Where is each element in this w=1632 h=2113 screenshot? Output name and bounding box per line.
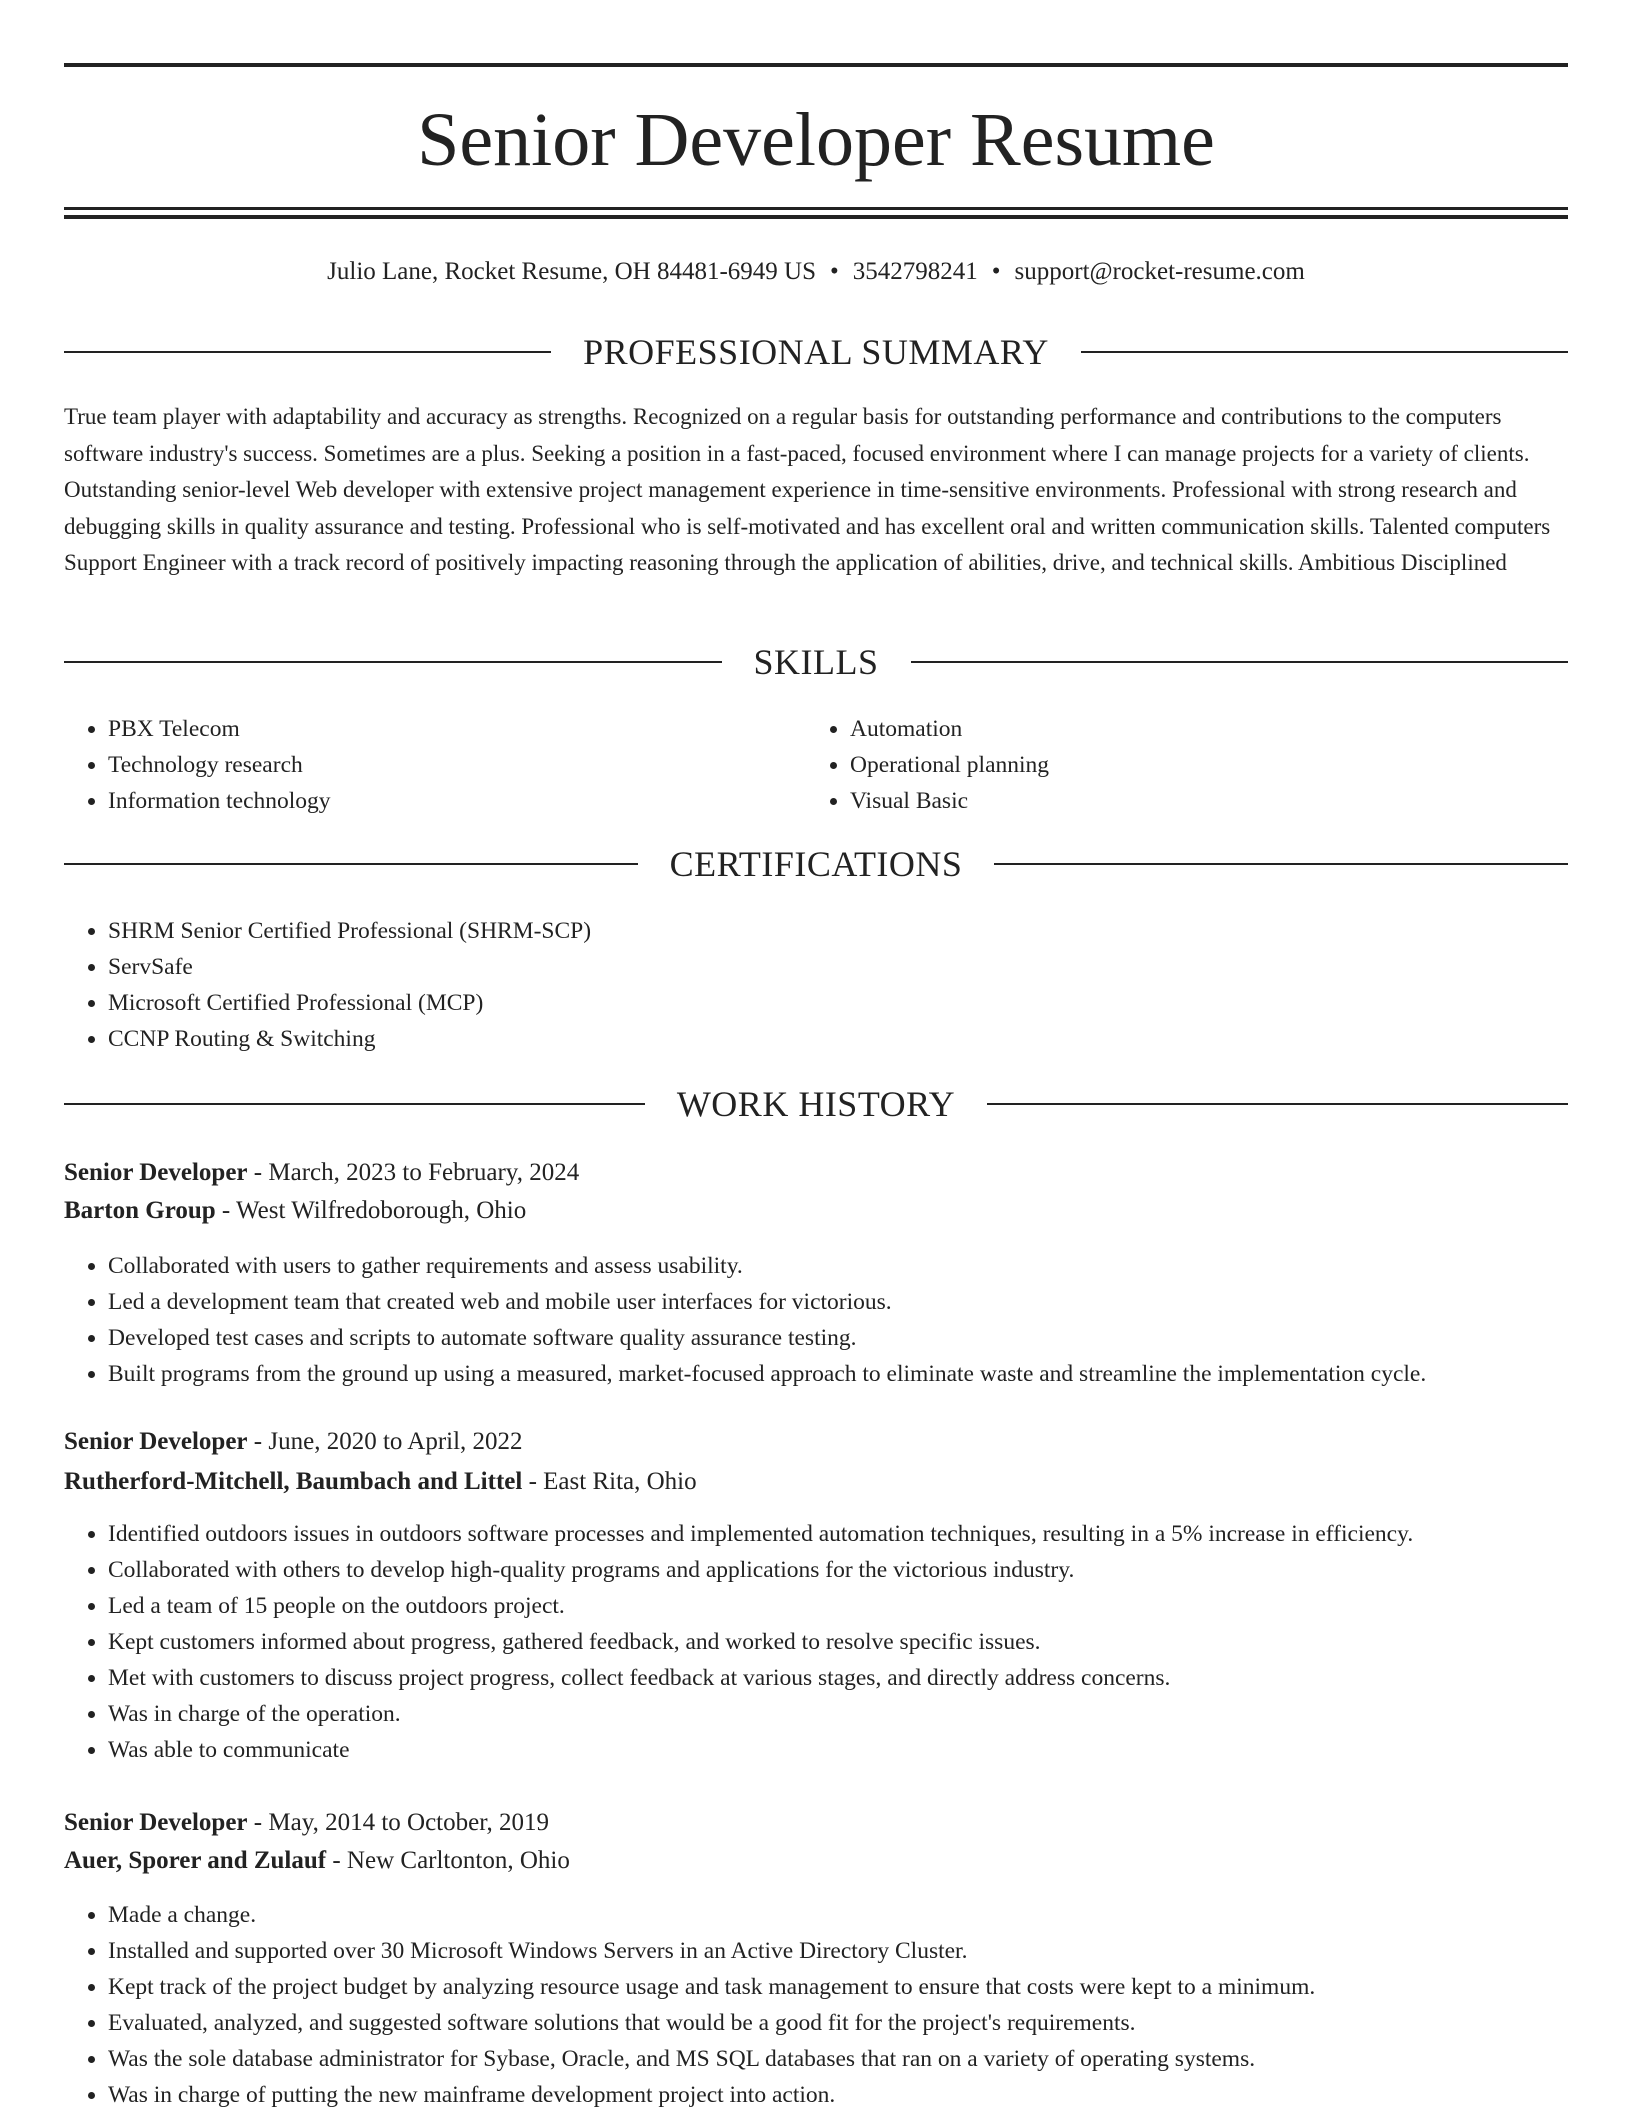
job-bullet: • Collaborated with users to gather requirements and assess usability. xyxy=(108,1248,1612,1284)
certification-item: • Microsoft Certified Professional (MCP) xyxy=(108,985,1568,1021)
job-title: Senior Developer xyxy=(64,1428,248,1455)
heading-rule xyxy=(64,1103,645,1105)
job-title-line xyxy=(64,1805,549,1841)
job-title: Senior Developer xyxy=(64,1809,248,1836)
job-bullet: • Led a team of 15 people on the outdoors project. xyxy=(108,1588,1612,1624)
skills-list-left xyxy=(64,711,808,819)
job-company: Rutherford-Mitchell, Baumbach and Littel xyxy=(64,1468,523,1495)
job-bullet: • Was able to communicate xyxy=(108,1732,1612,1768)
heading-rule xyxy=(64,351,551,353)
section-heading-skills xyxy=(64,640,1568,684)
certification-item: • CCNP Routing & Switching xyxy=(108,1021,1568,1057)
resume-title: Senior Developer Resume xyxy=(417,98,1215,182)
section-heading-work-history xyxy=(64,1082,1568,1126)
job-bullet: • Built programs from the ground up using a measured, market-focused approach to eliminate waste and streamline the implementation cycle. xyxy=(108,1356,1612,1392)
job-bullet: • Evaluated, analyzed, and suggested software solutions that would be a good fit for the project's requirements. xyxy=(108,2005,1612,2041)
job-bullet: • Installed and supported over 30 Microsoft Windows Servers in an Active Directory Cluster. xyxy=(108,1933,1612,1969)
contact-separator: • xyxy=(830,258,839,285)
heading-rule xyxy=(911,661,1569,663)
job-bullet: • Made a change. xyxy=(108,1897,1612,1933)
job-bullet: • Met with customers to discuss project progress, collect feedback at various stages, and directly address concerns. xyxy=(108,1660,1612,1696)
job-company: Auer, Sporer and Zulauf xyxy=(64,1847,327,1874)
header-double-rule-upper xyxy=(64,207,1568,210)
section-heading-certifications xyxy=(64,842,1568,886)
skill-item: • Automation xyxy=(850,711,1550,747)
job-title: Senior Developer xyxy=(64,1159,248,1186)
certification-item: • ServSafe xyxy=(108,949,1568,985)
certification-item: • SHRM Senior Certified Professional (SHRM-SCP) xyxy=(108,913,1568,949)
section-heading-label: SKILLS xyxy=(753,642,879,682)
job-dates: - June, 2020 to April, 2022 xyxy=(247,1428,523,1455)
job-bullet: • Was the sole database administrator for Sybase, Oracle, and MS SQL databases that ran on a variety of operating systems. xyxy=(108,2041,1612,2077)
job-company-line xyxy=(64,1843,570,1879)
section-heading-label: PROFESSIONAL SUMMARY xyxy=(583,332,1049,372)
header-double-rule-lower xyxy=(64,215,1568,219)
section-heading-summary xyxy=(64,330,1568,374)
heading-rule xyxy=(987,1103,1568,1105)
contact-phone: 3542798241 xyxy=(852,258,978,285)
heading-rule xyxy=(64,661,722,663)
job-bullet: • Was in charge of the operation. xyxy=(108,1696,1612,1732)
job-bullet: • Was in charge of putting the new mainframe development project into action. xyxy=(108,2077,1612,2113)
summary-paragraph: True team player with adaptability and accuracy as strengths. Recognized on a regular basis for outstanding performance and contributions to the computers software industry's success. Sometimes are a plus. Seeking a position in a fast-paced, focused environment where I can manage projects for a variety of clients. Outstanding senior-level Web developer with extensive project management experience in time-sensitive environments. Professional with strong research and debugging skills in quality assurance and testing. Professional who is self-motivated and has excellent oral and written communication skills. Talented computers Support Engineer with a track record of positively impacting reasoning through the application of abilities, drive, and technical skills. Ambitious Disciplined xyxy=(64,404,1551,575)
skills-list-right xyxy=(806,711,1550,819)
job-dates: - March, 2023 to February, 2024 xyxy=(247,1159,580,1186)
job-company-line xyxy=(64,1193,526,1229)
skill-item: • PBX Telecom xyxy=(108,711,808,747)
job-company: Barton Group xyxy=(64,1197,216,1224)
contact-address: Julio Lane, Rocket Resume, OH 84481-6949 US xyxy=(327,258,816,285)
job-company-line xyxy=(64,1464,697,1500)
certifications-list xyxy=(64,913,1568,1057)
job-dates: - May, 2014 to October, 2019 xyxy=(247,1809,550,1836)
job-bullet: • Kept customers informed about progress, gathered feedback, and worked to resolve specific issues. xyxy=(108,1624,1612,1660)
header-top-rule xyxy=(64,63,1568,67)
skill-item: • Technology research xyxy=(108,747,808,783)
contact-separator: • xyxy=(991,258,1001,285)
job-location: - West Wilfredoborough, Ohio xyxy=(215,1197,527,1224)
contact-line xyxy=(64,256,1568,288)
heading-rule xyxy=(64,863,638,865)
skill-item: • Visual Basic xyxy=(850,783,1550,819)
heading-rule xyxy=(1081,351,1568,353)
job-bullets xyxy=(64,1516,1612,1768)
job-title-line xyxy=(64,1155,579,1191)
job-title-line xyxy=(64,1424,523,1460)
job-location: - New Carltonton, Ohio xyxy=(326,1847,570,1874)
heading-rule xyxy=(994,863,1568,865)
contact-email: support@rocket-resume.com xyxy=(1014,258,1305,285)
job-bullets xyxy=(64,1897,1612,2113)
job-bullet: • Collaborated with others to develop high-quality programs and applications for the victorious industry. xyxy=(108,1552,1612,1588)
job-bullet: • Kept track of the project budget by analyzing resource usage and task management to ensure that costs were kept to a minimum. xyxy=(108,1969,1612,2005)
job-bullet: • Developed test cases and scripts to automate software quality assurance testing. xyxy=(108,1320,1612,1356)
job-bullets xyxy=(64,1248,1612,1392)
section-heading-label: WORK HISTORY xyxy=(676,1084,956,1124)
skill-item: • Information technology xyxy=(108,783,808,819)
job-location: - East Rita, Ohio xyxy=(522,1468,697,1495)
section-heading-label: CERTIFICATIONS xyxy=(669,844,963,884)
job-bullet: • Identified outdoors issues in outdoors software processes and implemented automation techniques, resulting in a 5% increase in efficiency. xyxy=(108,1516,1612,1552)
job-bullet: • Led a development team that created web and mobile user interfaces for victorious. xyxy=(108,1284,1612,1320)
skill-item: • Operational planning xyxy=(850,747,1550,783)
